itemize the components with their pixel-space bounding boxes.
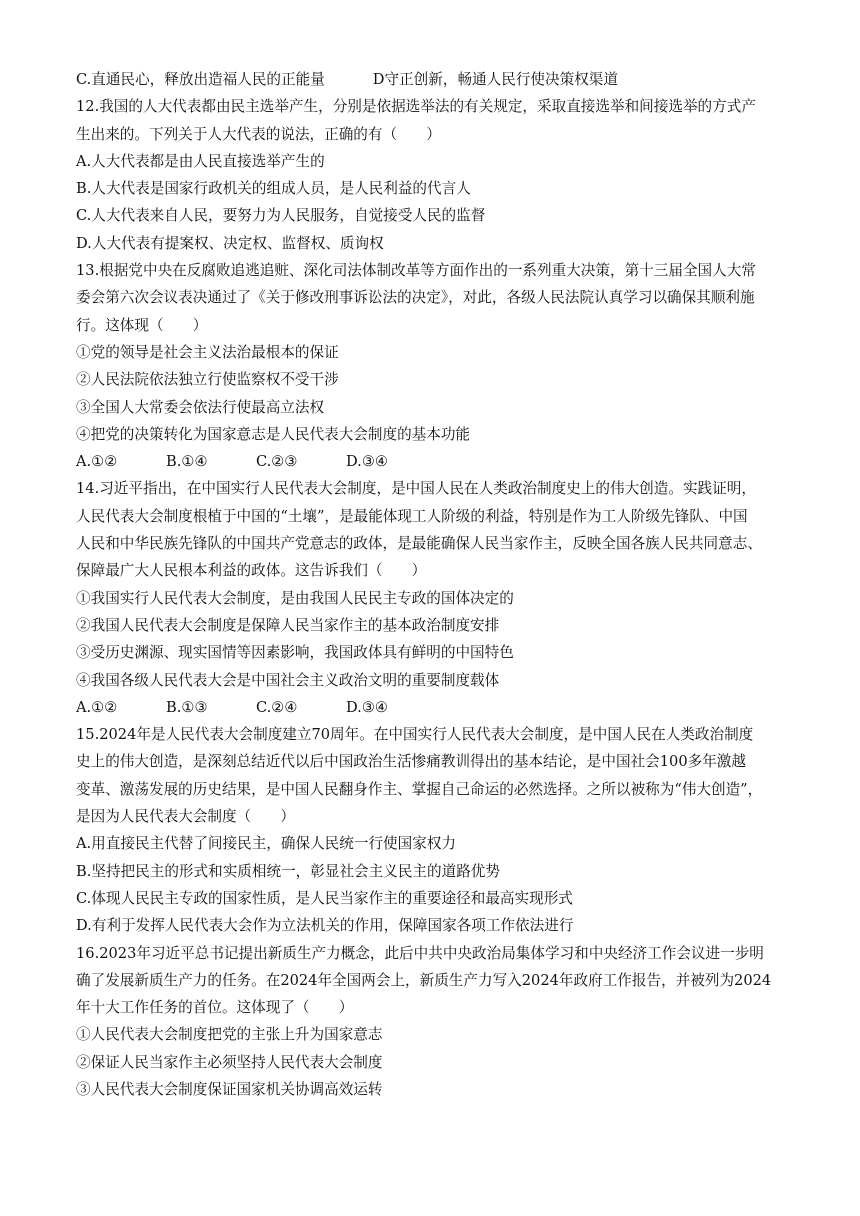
q14-statement-2: ②我国人民代表大会制度是保障人民当家作主的基本政治制度安排 <box>76 616 500 634</box>
q13-statement-2: ②人民法院依法独立行使监察权不受干涉 <box>76 371 339 389</box>
q11-options-cd <box>76 66 784 93</box>
q16-stem-line-3: 年十大工作任务的首位。这体现了（ ） <box>76 999 354 1017</box>
q14-stem-line-4: 保障最广大人民根本利益的政体。这告诉我们（ ） <box>76 562 427 580</box>
q12-stem-line-1: 12.我国的人大代表都由民主选举产生，分别是依据选举法的有关规定，采取直接选举和间接选举的方式产 <box>76 98 756 116</box>
q15-option-b: B.坚持把民主的形式和实质相统一，彰显社会主义民主的道路优势 <box>76 862 500 880</box>
q12-option-c: C.人大代表来自人民，要努力为人民服务，自觉接受人民的监督 <box>76 207 486 225</box>
q13-choice-c: C.②③ <box>256 453 298 471</box>
q14-statement-3: ③受历史渊源、现实国情等因素影响，我国政体具有鲜明的中国特色 <box>76 644 514 662</box>
q15-option-c: C.体现人民民主专政的国家性质，是人民当家作主的重要途径和最高实现形式 <box>76 889 573 907</box>
q14-choice-c: C.②④ <box>256 698 298 716</box>
q11-option-c: C.直通民心，释放出造福人民的正能量 <box>76 71 325 88</box>
q14-answer-choices <box>76 694 784 721</box>
q14-choice-d: D.③④ <box>346 698 388 716</box>
q15-stem-line-3: 变革、激荡发展的历史结果，是中国人民翻身作主、掌握自己命运的必然选择。之所以被称为“伟大创造”， <box>76 780 763 798</box>
q15-option-a: A.用直接民主代替了间接民主，确保人民统一行使国家权力 <box>76 835 457 853</box>
q11-option-d: D守正创新，畅通人民行使决策权渠道 <box>372 71 618 88</box>
q13-statement-4: ④把党的决策转化为国家意志是人民代表大会制度的基本功能 <box>76 425 471 443</box>
q14-statement-4: ④我国各级人民代表大会是中国社会主义政治文明的重要制度载体 <box>76 671 500 689</box>
q16-statement-1: ①人民代表大会制度把党的主张上升为国家意志 <box>76 1026 383 1044</box>
q16-statement-2: ②保证人民当家作主必须坚持人民代表大会制度 <box>76 1053 383 1071</box>
q13-choice-b: B.①④ <box>166 453 208 471</box>
q16-stem-line-2: 确了发展新质生产力的任务。在2024年全国两会上，新质生产力写入2024年政府工作报告，并被列为2024 <box>76 971 772 989</box>
q16-stem-line-1: 16.2023年习近平总书记提出新质生产力概念，此后中共中央政治局集体学习和中央经济工作会议进一步明 <box>76 944 764 962</box>
q15-stem-line-4: 是因为人民代表大会制度（ ） <box>76 808 295 826</box>
q13-statement-1: ①党的领导是社会主义法治最根本的保证 <box>76 343 339 361</box>
q13-choice-d: D.③④ <box>346 453 388 471</box>
q14-choice-a: A.①② <box>76 698 118 716</box>
q12-stem-line-2: 生出来的。下列关于人大代表的说法，正确的有（ ） <box>76 125 441 143</box>
q13-stem-line-2: 委会第六次会议表决通过了《关于修改刑事诉讼法的决定》，对此，各级人民法院认真学习以确保其顺利施 <box>76 289 755 307</box>
q15-stem-line-2: 史上的伟大创造，是深刻总结近代以后中国政治生活惨痛教训得出的基本结论，是中国社会100多年激越 <box>76 753 746 771</box>
q14-stem-line-1: 14.习近平指出，在中国实行人民代表大会制度，是中国人民在人类政治制度史上的伟大创造。实践证明， <box>76 480 756 498</box>
q14-stem-line-3: 人民和中华民族先锋队的中国共产党意志的政体，是最能确保人民当家作主，反映全国各族人民共同意志、 <box>76 535 762 553</box>
q12-option-b: B.人大代表是国家行政机关的组成人员，是人民利益的代言人 <box>76 180 471 198</box>
q14-statement-1: ①我国实行人民代表大会制度，是由我国人民民主专政的国体决定的 <box>76 589 514 607</box>
q13-choice-a: A.①② <box>76 453 118 471</box>
q14-choice-b: B.①③ <box>166 698 208 716</box>
q13-answer-choices <box>76 448 784 475</box>
q13-statement-3: ③全国人大常委会依法行使最高立法权 <box>76 398 325 416</box>
q12-option-a: A.人大代表都是由人民直接选举产生的 <box>76 152 325 170</box>
q15-option-d: D.有利于发挥人民代表大会作为立法机关的作用，保障国家各项工作依法进行 <box>76 917 574 935</box>
q16-statement-3: ③人民代表大会制度保证国家机关协调高效运转 <box>76 1080 383 1098</box>
q13-stem-line-3: 行。这体现（ ） <box>76 316 208 334</box>
q14-stem-line-2: 人民代表大会制度根植于中国的“土壤”，是最能体现工人阶级的利益，特别是作为工人阶级先锋队、中国 <box>76 507 748 525</box>
q12-option-d: D.人大代表有提案权、决定权、监督权、质询权 <box>76 234 384 252</box>
q13-stem-line-1: 13.根据党中央在反腐败追逃追赃、深化司法体制改革等方面作出的一系列重大决策，第十三届全国人大常 <box>76 262 756 280</box>
q15-stem-line-1: 15.2024年是人民代表大会制度建立70周年。在中国实行人民代表大会制度，是中国人民在人类政治制度 <box>76 726 754 744</box>
